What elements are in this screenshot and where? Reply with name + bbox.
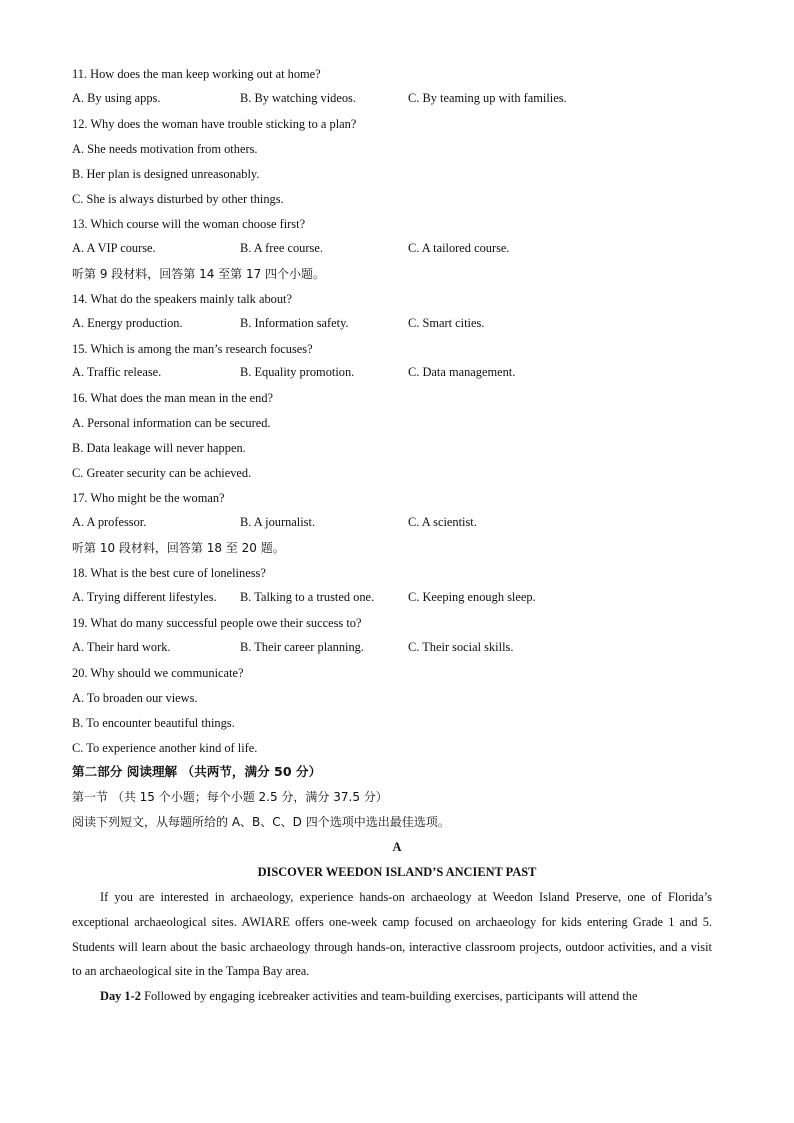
q15-option-a: A. Traffic release. (72, 365, 162, 379)
q20-option-c: C. To experience another kind of life. (72, 741, 258, 755)
q13-option-a: A. A VIP course. (72, 241, 156, 255)
q17-option-c: C. A scientist. (408, 515, 477, 529)
part-2-title: 第二部分 阅读理解 （共两节，满分 50 分） (72, 764, 322, 779)
question-20: 20. Why should we communicate? (72, 666, 244, 680)
q18-option-a: A. Trying different lifestyles. (72, 590, 217, 604)
q14-option-c: C. Smart cities. (408, 316, 485, 330)
q15-option-c: C. Data management. (408, 365, 516, 379)
passage-letter: A (392, 840, 402, 854)
q12-option-a: A. She needs motivation from others. (72, 142, 258, 156)
q12-option-c: C. She is always disturbed by other things. (72, 192, 284, 206)
q20-option-b: B. To encounter beautiful things. (72, 716, 235, 730)
q11-option-b: B. By watching videos. (240, 91, 356, 105)
q15-option-b: B. Equality promotion. (240, 365, 355, 379)
q17-option-a: A. A professor. (72, 515, 147, 529)
passage-paragraph-2 (72, 984, 712, 1009)
question-16: 16. What does the man mean in the end? (72, 391, 274, 405)
part-2-directions: 阅读下列短文，从每题所给的 A、B、C、D 四个选项中选出最佳选项。 (72, 815, 450, 829)
part-2-section-1: 第一节 （共 15 个小题；每个小题 2.5 分，满分 37.5 分） (72, 790, 388, 804)
question-18: 18. What is the best cure of loneliness? (72, 566, 266, 580)
q14-option-b: B. Information safety. (240, 316, 349, 330)
section-10-instruction: 听第 10 段材料，回答第 18 至 20 题。 (72, 541, 285, 555)
q12-option-b: B. Her plan is designed unreasonably. (72, 167, 260, 181)
q20-option-a: A. To broaden our views. (72, 691, 198, 705)
passage-paragraph-1: If you are interested in archaeology, experience hands-on archaeology at Weedon Island Preserve, one of Florida’s exceptional archaeological sites. AWIARE offers one-week camp focused on archaeology for kids entering Grade 1 and 5. Students will learn about the basic archaeology through hands-on, interactive classroom projects, outdoor activities, and a visit to an archaeological site in the Tampa Bay area. (72, 890, 712, 979)
question-17: 17. Who might be the woman? (72, 491, 225, 505)
question-12: 12. Why does the woman have trouble sticking to a plan? (72, 117, 357, 131)
q17-option-b: B. A journalist. (240, 515, 316, 529)
q13-option-b: B. A free course. (240, 241, 323, 255)
question-15: 15. Which is among the man’s research focuses? (72, 342, 313, 356)
q16-option-b: B. Data leakage will never happen. (72, 441, 246, 455)
question-11: 11. How does the man keep working out at home? (72, 67, 321, 81)
q11-option-a: A. By using apps. (72, 91, 161, 105)
q18-option-b: B. Talking to a trusted one. (240, 590, 375, 604)
q18-option-c: C. Keeping enough sleep. (408, 590, 536, 604)
question-14: 14. What do the speakers mainly talk about? (72, 292, 292, 306)
question-13: 13. Which course will the woman choose first? (72, 217, 306, 231)
q19-option-c: C. Their social skills. (408, 640, 514, 654)
q13-option-c: C. A tailored course. (408, 241, 510, 255)
day-label: Day 1-2 (100, 989, 141, 1003)
question-19: 19. What do many successful people owe their success to? (72, 616, 362, 630)
q19-option-a: A. Their hard work. (72, 640, 171, 654)
q16-option-a: A. Personal information can be secured. (72, 416, 271, 430)
q19-option-b: B. Their career planning. (240, 640, 364, 654)
paragraph-2-text: Followed by engaging icebreaker activities and team-building exercises, participants will attend the (140, 989, 638, 1003)
q11-option-c: C. By teaming up with families. (408, 91, 567, 105)
q16-option-c: C. Greater security can be achieved. (72, 466, 252, 480)
q14-option-a: A. Energy production. (72, 316, 183, 330)
section-9-instruction: 听第 9 段材料，回答第 14 至第 17 四个小题。 (72, 267, 326, 281)
passage-title: DISCOVER WEEDON ISLAND’S ANCIENT PAST (257, 865, 537, 879)
